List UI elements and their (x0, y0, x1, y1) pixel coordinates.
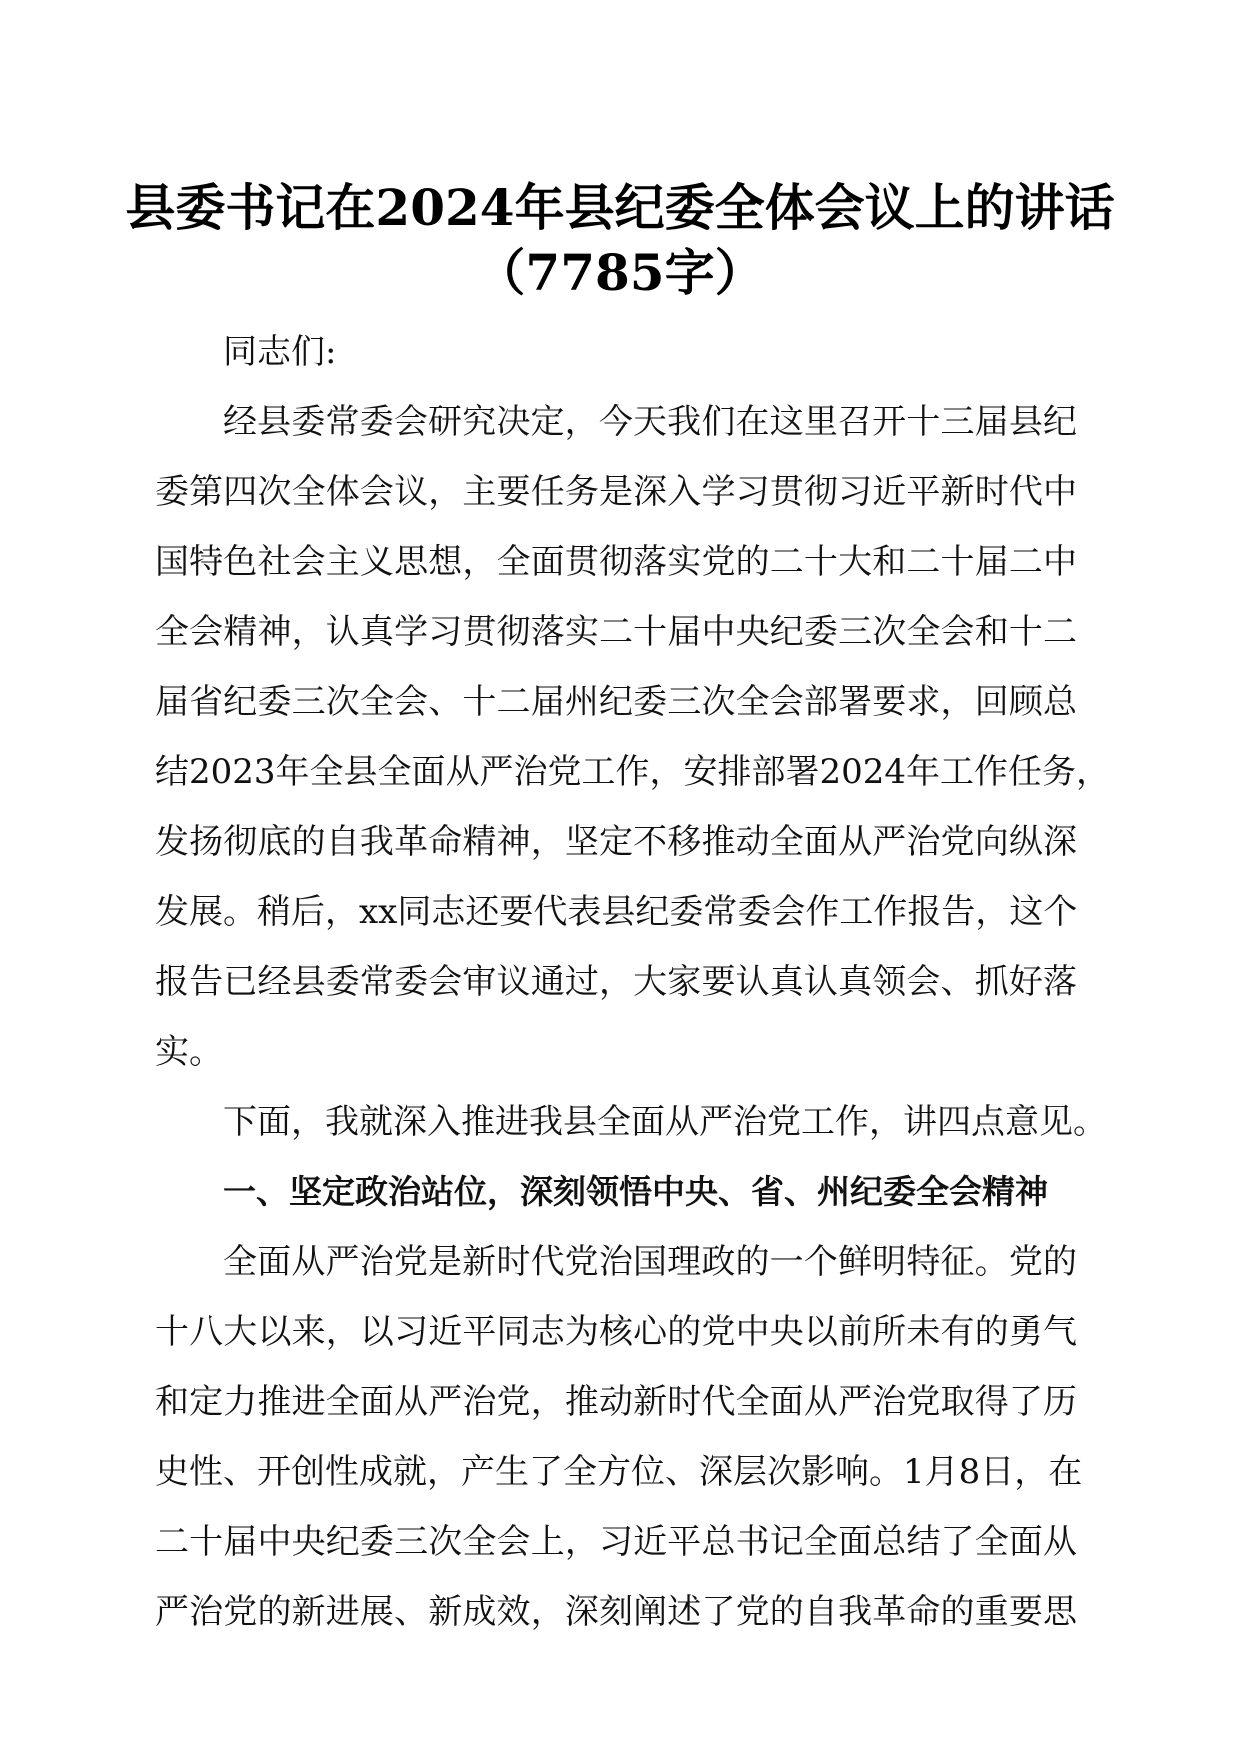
paragraph-line: 届省纪委三次全会、十二届州纪委三次全会部署要求，回顾总 (155, 682, 1077, 722)
paragraph-2: 下面，我就深入推进我县全面从严治党工作，讲四点意见。 (223, 1102, 1107, 1142)
document-subtitle-word-count: （7785字） (475, 243, 765, 302)
paragraph-line: 委第四次全体会议，主要任务是深入学习贯彻习近平新时代中 (155, 472, 1077, 512)
paragraph-line: 发展。稍后，xx同志还要代表县纪委常委会作工作报告，这个 (155, 892, 1078, 932)
paragraph-line: 经县委常委会研究决定，今天我们在这里召开十三届县纪 (223, 402, 1077, 442)
paragraph-line: 报告已经县委常委会审议通过，大家要认真认真领会、抓好落 (155, 962, 1077, 1002)
paragraph-line: 发扬彻底的自我革命精神，坚定不移推动全面从严治党向纵深 (155, 822, 1077, 862)
paragraph-line: 结2023年全县全面从严治党工作，安排部署2024年工作任务， (155, 752, 1111, 792)
section-heading-1: 一、坚定政治站位，深刻领悟中央、省、州纪委全会精神 (223, 1172, 1048, 1211)
paragraph-line: 国特色社会主义思想，全面贯彻落实党的二十大和二十届二中 (155, 542, 1077, 582)
paragraph-line: 严治党的新进展、新成效，深刻阐述了党的自我革命的重要思 (155, 1592, 1077, 1632)
paragraph-line: 实。 (155, 1032, 223, 1072)
paragraph-line: 全面从严治党是新时代党治国理政的一个鲜明特征。党的 (223, 1242, 1077, 1282)
document-body (155, 317, 1111, 1647)
salutation: 同志们: (223, 332, 337, 372)
paragraph-line: 十八大以来，以习近平同志为核心的党中央以前所未有的勇气 (155, 1312, 1077, 1352)
document-title: 县委书记在2024年县纪委全体会议上的讲话 (125, 178, 1115, 237)
paragraph-line: 全会精神，认真学习贯彻落实二十届中央纪委三次全会和十二 (155, 612, 1077, 652)
paragraph-line: 和定力推进全面从严治党，推动新时代全面从严治党取得了历 (155, 1382, 1077, 1422)
paragraph-line: 史性、开创性成就，产生了全方位、深层次影响。1月8日，在 (155, 1452, 1083, 1492)
paragraph-line: 二十届中央纪委三次全会上，习近平总书记全面总结了全面从 (155, 1522, 1077, 1562)
